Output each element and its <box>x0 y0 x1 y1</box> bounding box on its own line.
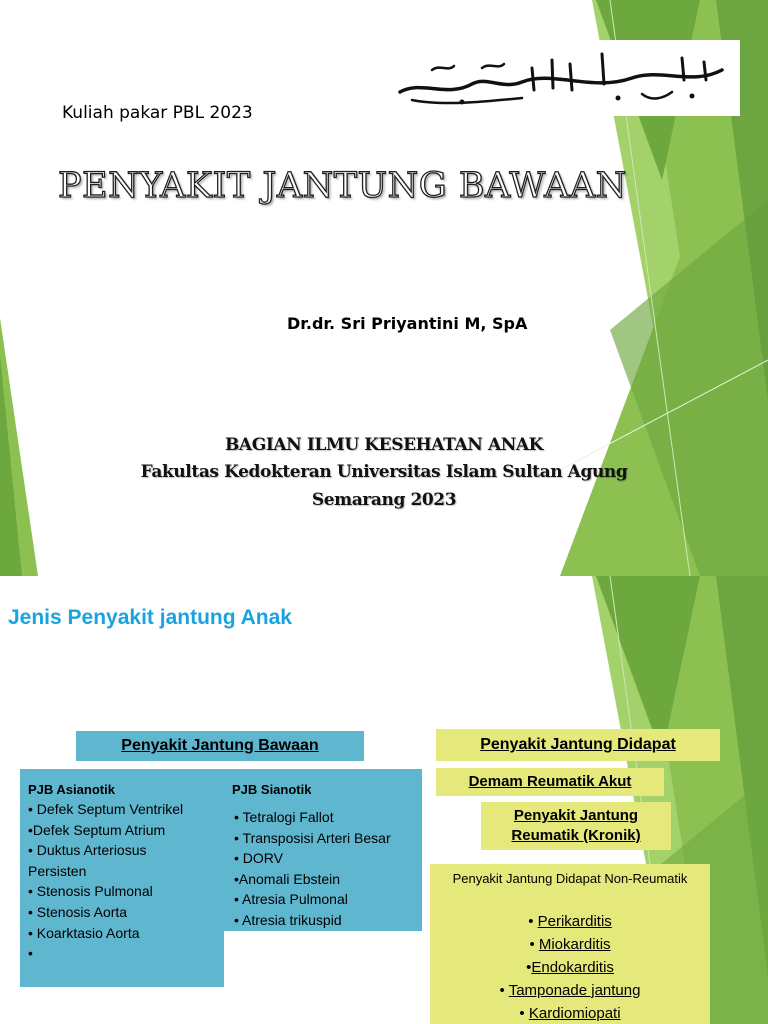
list-item: • Atresia Pulmonal <box>234 891 348 908</box>
list-item: •Defek Septum Atrium <box>28 821 166 838</box>
non-rheumatik-box <box>430 864 710 1024</box>
list-item: • Koarktasio Aorta <box>28 924 140 941</box>
list-item: • Perikarditis <box>528 913 612 930</box>
list-item: • Transposisi Arteri Besar <box>234 829 391 846</box>
slide-title: PENYAKIT JANTUNG BAWAAN <box>58 166 627 206</box>
bawaan-label-text: Penyakit Jantung Bawaan <box>121 737 319 754</box>
lecture-subtitle: Kuliah pakar PBL 2023 <box>62 103 253 123</box>
rheumatik-label-line2: Reumatik (Kronik) <box>511 827 641 844</box>
list-item: • Defek Septum Ventrikel <box>28 801 184 817</box>
rheumatik-label <box>481 802 671 850</box>
list-item: • Tetralogi Fallot <box>234 809 334 825</box>
non-rheumatik-list <box>430 910 710 1024</box>
didapat-label <box>436 729 720 761</box>
faculty-name: Fakultas Kedokteran Universitas Islam Sultan Agung <box>140 462 628 482</box>
basmala-calligraphy <box>392 40 740 116</box>
list-item: • Miokarditis <box>529 936 611 953</box>
list-item: •Anomali Ebstein <box>234 870 341 887</box>
list-item: • Kardiomiopati <box>519 1005 621 1022</box>
list-item: • Duktus Arteriosus <box>28 842 147 859</box>
demam-label-text: Demam Reumatik Akut <box>468 773 632 790</box>
author-name: Dr.dr. Sri Priyantini M, SpA <box>287 314 528 333</box>
list-item: •Endokarditis <box>526 959 614 976</box>
list-item: • <box>28 945 33 962</box>
slide-title: Jenis Penyakit jantung Anak <box>8 606 292 629</box>
didapat-label-text: Penyakit Jantung Didapat <box>480 736 676 753</box>
asianotik-heading: PJB Asianotik <box>28 782 115 797</box>
calligraphy-icon <box>392 40 740 116</box>
demam-label <box>436 768 664 796</box>
list-item: • Stenosis Aorta <box>28 903 128 920</box>
list-item: Persisten <box>28 862 87 879</box>
department-name: BAGIAN ILMU KESEHATAN ANAK <box>224 435 544 455</box>
bawaan-label <box>76 731 364 761</box>
list-item: • Atresia trikuspid <box>234 911 342 928</box>
types-slide <box>0 576 768 1024</box>
rheumatik-label-line1: Penyakit Jantung <box>513 807 639 824</box>
non-rheumatik-heading: Penyakit Jantung Didapat Non-Reumatik <box>452 871 688 886</box>
sianotik-list <box>234 807 391 931</box>
list-item: • Stenosis Pulmonal <box>28 883 153 900</box>
city-year: Semarang 2023 <box>311 490 457 510</box>
list-item: • Tamponade jantung <box>499 982 641 999</box>
list-item: • DORV <box>234 850 283 867</box>
asianotik-list <box>28 799 183 964</box>
sianotik-heading: PJB Sianotik <box>232 782 312 797</box>
